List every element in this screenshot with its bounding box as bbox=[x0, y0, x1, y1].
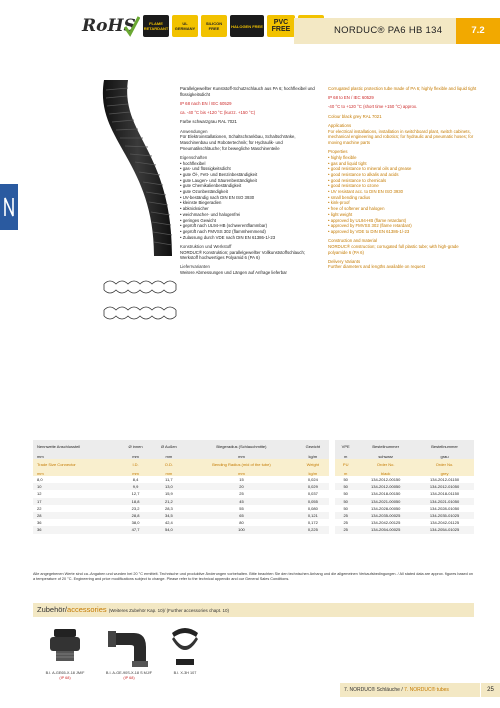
table-header-cell: Bestellnummer bbox=[415, 440, 474, 453]
property-item: • gas- und flüssigkeitsdicht bbox=[180, 166, 320, 172]
table-cell: 55 bbox=[186, 505, 296, 512]
property-item: • approved by VDE to DIN EN 61386-1/-23 bbox=[328, 229, 478, 235]
property-item: • highly flexible bbox=[328, 155, 478, 161]
table-cell: 47,7 bbox=[120, 526, 152, 533]
table-cell: 11,7 bbox=[151, 476, 186, 483]
accessories-note: (Weiteres Zubehör Kap. 10)/ (Further accessories chapt. 10) bbox=[108, 608, 229, 613]
property-item: • approved by UL94-HB (flame retardant) bbox=[328, 218, 478, 224]
specification-table bbox=[33, 440, 474, 534]
table-cell: 134-2042-01125 bbox=[415, 519, 474, 526]
property-item: • gute Ozonbeständigkeit bbox=[180, 189, 320, 195]
property-item: • kink-proof bbox=[328, 200, 478, 206]
table-cell: 42,4 bbox=[151, 519, 186, 526]
table-unit-cell: m bbox=[335, 470, 356, 476]
table-unit-cell: mm bbox=[186, 470, 296, 476]
property-item: • geprüft nach FMVSS 302 (flammhemmend) bbox=[180, 229, 320, 235]
accessory-ip: (IP 68) bbox=[123, 676, 135, 680]
product-tube-image bbox=[84, 80, 176, 256]
elbow-fitting-image bbox=[104, 625, 154, 669]
table-unit-cell: schwarz bbox=[356, 453, 415, 459]
property-item: • weichmacher- und halogenfrei bbox=[180, 212, 320, 218]
property-item: • abknicksicher bbox=[180, 206, 320, 212]
table-cell: 21,2 bbox=[151, 498, 186, 505]
table-cell: 50 bbox=[335, 498, 356, 505]
ip-rating-en: IP 68 to EN / IEC 60529 bbox=[328, 95, 374, 101]
table-cell: 134-2028-01050 bbox=[415, 505, 474, 512]
property-item: • UV resistant acc. to DIN EN ISO 3930 bbox=[328, 189, 478, 195]
table-cell: 36 bbox=[33, 526, 120, 533]
table-cell: 28,3 bbox=[151, 505, 186, 512]
delivery-en: Further diameters and lengths available on request bbox=[328, 264, 425, 270]
construction-heading-en: Construction and material bbox=[328, 238, 377, 244]
table-header-cell: Bestellnummer bbox=[356, 440, 415, 453]
table-unit-cell: kg/m bbox=[297, 453, 330, 459]
pvc-free-badge bbox=[267, 15, 295, 37]
table-cell: 28,8 bbox=[120, 512, 152, 519]
accessory-ip: (IP 68) bbox=[59, 676, 71, 680]
table-row bbox=[33, 498, 474, 505]
table-cell: 12 bbox=[33, 490, 120, 497]
table-cell: 10 bbox=[33, 483, 120, 490]
accessory-code: B.I. X-3H 107 bbox=[173, 671, 197, 675]
accessory-code: B.I. A-GE-90S-X-18 S MJ/F bbox=[105, 671, 153, 675]
property-item: • geringes Gewicht bbox=[180, 218, 320, 224]
table-cell: 0,121 bbox=[297, 512, 330, 519]
table-header-row-en bbox=[33, 459, 474, 470]
table-header-cell: Nennweite Anschlussteil bbox=[33, 440, 120, 453]
table-header-row-de bbox=[33, 440, 474, 453]
flame-retardant-label: FLAME RETARDANT bbox=[143, 21, 169, 31]
page-footer bbox=[340, 683, 500, 697]
table-header-cell: Ø innen bbox=[120, 440, 152, 453]
table-cell: 0,055 bbox=[297, 498, 330, 505]
table-cell: 50 bbox=[335, 476, 356, 483]
rohs-logo bbox=[82, 15, 140, 37]
property-item: • gute Laugen- und Säurenbeständigkeit bbox=[180, 178, 320, 184]
flame-retardant-badge bbox=[143, 15, 169, 37]
check-icon bbox=[124, 15, 140, 37]
property-item: • good resistance to ozone bbox=[328, 183, 478, 189]
table-header-cell: O.D. bbox=[151, 459, 186, 470]
table-cell: 0,037 bbox=[297, 490, 330, 497]
table-unit-cell: mm bbox=[151, 453, 186, 459]
silicon-free-label: SILICON FREE bbox=[205, 21, 223, 31]
table-cell: 50 bbox=[335, 505, 356, 512]
delivery-heading-en: Delivery Variants bbox=[328, 258, 361, 264]
table-unit-cell: kg/m bbox=[297, 470, 330, 476]
table-cell: 134-2054-01025 bbox=[415, 526, 474, 533]
color-en: Colour black grey RAL 7021 bbox=[328, 113, 382, 119]
table-header-cell: Trade Size Connector bbox=[33, 459, 120, 470]
delivery-heading-de: Lieferrvarianten bbox=[180, 264, 210, 270]
table-row bbox=[33, 512, 474, 519]
page-number: 25 bbox=[480, 683, 500, 697]
table-cell: 134-2012-01150 bbox=[415, 476, 474, 483]
table-cell: 0,029 bbox=[297, 483, 330, 490]
table-cell: 36 bbox=[33, 519, 120, 526]
applications-heading-en: Applications bbox=[328, 122, 352, 128]
property-item: • gute Chemikalienbeständigkeit bbox=[180, 183, 320, 189]
table-cell: 23,2 bbox=[120, 505, 152, 512]
table-cell: 80 bbox=[186, 519, 296, 526]
table-unit-cell: grey bbox=[415, 470, 474, 476]
table-cell: 9,9 bbox=[120, 483, 152, 490]
construction-heading-de: Konstruktion und Werkstoff bbox=[180, 243, 232, 249]
accessories-bar bbox=[33, 603, 474, 617]
table-cell: 134-2021-01050 bbox=[415, 498, 474, 505]
table-cell: 15 bbox=[186, 476, 296, 483]
property-item: • kleinste Biegeradien bbox=[180, 200, 320, 206]
property-item: • good resistance to alkalis and acids bbox=[328, 172, 478, 178]
accessories-title-en: accessories bbox=[67, 605, 107, 614]
footer-text: 7. NORDUC® Schläuche / 7. NORDUC® tubes bbox=[344, 687, 449, 693]
table-unit-cell: mm bbox=[33, 453, 120, 459]
accessory-code: B.I. A-GE65-X-18 JM/F bbox=[45, 671, 85, 675]
table-unit-cell: mm bbox=[186, 453, 296, 459]
table-cell: 38,0 bbox=[120, 519, 152, 526]
intro-de: Parallelgewellter Kunststoff-Schutzschlauch aus PA 6; hochflexibel und flüssigkeitsdicht bbox=[180, 86, 315, 97]
color-de: Farbe schwarzgrau RAL 7021 bbox=[180, 119, 237, 125]
intro-en: Corrugated plastic protection tube made of PA 6; highly flexible and liquid tight bbox=[328, 86, 477, 91]
table-cell: 25 bbox=[335, 526, 356, 533]
table-cell: 0,080 bbox=[297, 505, 330, 512]
footer-text-en: 7. NORDUC® tubes bbox=[404, 687, 449, 693]
table-header-cell: Bending Radius (mid of the tube) bbox=[186, 459, 296, 470]
table-row bbox=[33, 526, 474, 533]
table-cell: 8,0 bbox=[33, 476, 120, 483]
temperature-de: ca. -40 °C bis +120 °C (kurzz. +150 °C) bbox=[180, 110, 256, 116]
table-cell: 8,4 bbox=[120, 476, 152, 483]
property-item: • geprüft nach UL94-HB (schwerentflammbar) bbox=[180, 223, 320, 229]
properties-list-en bbox=[328, 155, 478, 235]
table-row bbox=[33, 483, 474, 490]
table-row bbox=[33, 476, 474, 483]
table-cell: 13,0 bbox=[151, 483, 186, 490]
table-header-cell: VPE bbox=[335, 440, 356, 453]
table-cell: 17 bbox=[33, 498, 120, 505]
accessory-label bbox=[155, 671, 215, 676]
title-bar bbox=[294, 18, 500, 44]
chapter-number: 7.2 bbox=[456, 18, 500, 44]
table-cell: 0,225 bbox=[297, 526, 330, 533]
property-item: • approved by FMVSS 302 (flame retardant) bbox=[328, 223, 478, 229]
halogen-free-label: HALOGEN FREE bbox=[231, 23, 263, 29]
table-header-cell: I.D. bbox=[120, 459, 152, 470]
accessory-label bbox=[99, 671, 159, 681]
table-cell: 25 bbox=[335, 512, 356, 519]
table-unit-cell: grau bbox=[415, 453, 474, 459]
property-item: • good resistance to mineral oils and grease bbox=[328, 166, 478, 172]
table-header-cell: Gewicht bbox=[297, 440, 330, 453]
property-item: • light weight bbox=[328, 212, 478, 218]
property-item: • free of softener and halogen bbox=[328, 206, 478, 212]
construction-en: NORDUC® construction; corrugated full plastic tube; with high-grade polyamide 6 (PA 6) bbox=[328, 243, 459, 255]
mounting-clip-image bbox=[160, 625, 210, 669]
table-cell: 134-2035-00025 bbox=[356, 512, 415, 519]
ul-badge bbox=[172, 15, 198, 37]
properties-heading-en: Properties bbox=[328, 149, 348, 155]
property-item: • small bending radius bbox=[328, 195, 478, 201]
table-cell: 0,172 bbox=[297, 519, 330, 526]
straight-fitting-image bbox=[40, 625, 90, 669]
temperature-en: -40 °C to +120 °C (short time +150 °C) approx. bbox=[328, 104, 418, 110]
table-unit-cell: m bbox=[335, 453, 356, 459]
table-cell: 134-2021-00050 bbox=[356, 498, 415, 505]
properties-list-de bbox=[180, 161, 320, 241]
silicon-free-badge bbox=[201, 15, 227, 37]
property-item: • gas and liquid tight bbox=[328, 161, 478, 167]
table-header-cell: Weight bbox=[297, 459, 330, 470]
page-header bbox=[0, 0, 500, 60]
table-unit-cell: black bbox=[356, 470, 415, 476]
page-title: NORDUC® PA6 HB 134 bbox=[334, 25, 443, 36]
applications-heading-de: Anwendungen bbox=[180, 128, 208, 134]
table-row bbox=[33, 490, 474, 497]
table-cell: 25 bbox=[335, 519, 356, 526]
rohs-label: RoHS bbox=[82, 16, 136, 36]
table-cell: 50 bbox=[335, 490, 356, 497]
table-unit-cell: mm bbox=[120, 453, 152, 459]
property-item: • hochflexibel bbox=[180, 161, 320, 167]
table-cell: 134-2012-00150 bbox=[356, 476, 415, 483]
footnote: Alle angegebenen Werte sind ca.-Angaben und wurden bei 20 °C ermittelt. Technische und produktive Änderungen vorbehalten. Bitte beachten Sie den technischen Anhang und die allgemeinen Verkaufsbedingungen. / All stated data are approx. figures based on a temperature of 20 °C. Engineering and price modifications subject to change. Please refer to the technical appendix and our General Sales Conditions. bbox=[33, 572, 474, 581]
table-cell: 18,8 bbox=[120, 498, 152, 505]
table-header-cell: Biegeradius (Schlauchmitte) bbox=[186, 440, 296, 453]
certification-logos bbox=[82, 14, 324, 38]
table-cell: 65 bbox=[186, 512, 296, 519]
table-cell: 134-2018-00150 bbox=[356, 490, 415, 497]
table-cell: 34,5 bbox=[151, 512, 186, 519]
table-cell: 28 bbox=[33, 512, 120, 519]
property-item: • gute Öl-, Fett- und Benzinbeständigkeit bbox=[180, 172, 320, 178]
property-item: • good resistance to chemicals bbox=[328, 178, 478, 184]
table-cell: 20 bbox=[186, 483, 296, 490]
table-cell: 134-2042-00125 bbox=[356, 519, 415, 526]
table-cell: 54,0 bbox=[151, 526, 186, 533]
table-cell: 134-2018-01150 bbox=[415, 490, 474, 497]
table-cell: 134-2028-00050 bbox=[356, 505, 415, 512]
corrugation-profile-drawing bbox=[100, 260, 182, 344]
table-cell: 45 bbox=[186, 498, 296, 505]
german-description bbox=[180, 86, 320, 279]
applications-en: For electrical installations, installation in switchboard plant, switch cabinets, mechanical engineering and robotics; for hydraulic and pneumatic hoses; for moving machine parts bbox=[328, 128, 474, 145]
delivery-de: Weitere Abmessungen und Längen auf Anfrage lieferbar bbox=[180, 270, 287, 276]
table-cell: 12,7 bbox=[120, 490, 152, 497]
property-item: • Zulassung durch VDE nach DIN EN 61386-1/-23 bbox=[180, 235, 320, 241]
table-cell: 134-2012-01050 bbox=[415, 483, 474, 490]
brand-logo-icon bbox=[3, 192, 15, 222]
table-row bbox=[33, 505, 474, 512]
accessories-title bbox=[37, 603, 229, 618]
table-unit-cell: mm bbox=[33, 470, 120, 476]
table-header-cell: Order No. bbox=[356, 459, 415, 470]
english-description bbox=[328, 86, 478, 274]
table-cell: 15,9 bbox=[151, 490, 186, 497]
property-item: • UV-beständig nach DIN EN ISO 3930 bbox=[180, 195, 320, 201]
accessory-label bbox=[35, 671, 95, 681]
halogen-free-badge bbox=[230, 15, 264, 37]
footer-text-de: 7. NORDUC® Schläuche bbox=[344, 687, 400, 693]
table-cell: 50 bbox=[335, 483, 356, 490]
table-cell: 0,024 bbox=[297, 476, 330, 483]
table-cell: 134-2012-00050 bbox=[356, 483, 415, 490]
table-cell: 134-2054-00025 bbox=[356, 526, 415, 533]
applications-de: Für Elektroinstallationen, Schaltschrankbau, Schaltschränke, Maschinenbau und Robotertechnik; für Hydraulik- und Pneumatikschläuche; für bewegliche Maschinenteile bbox=[180, 134, 296, 151]
table-cell: 25 bbox=[186, 490, 296, 497]
pvc-free-label: PVC FREE bbox=[271, 19, 291, 33]
ip-rating-de: IP 68 nach EN / IEC 60529 bbox=[180, 100, 232, 106]
table-unit-cell: mm bbox=[151, 470, 186, 476]
accessories-title-de: Zubehör/ bbox=[37, 605, 68, 614]
table-header-cell: Order No. bbox=[415, 459, 474, 470]
brand-sidebar-tab bbox=[0, 184, 18, 230]
table-header-cell: Ø Außen bbox=[151, 440, 186, 453]
ul-label: UL GERMANY bbox=[174, 21, 196, 31]
table-cell: 100 bbox=[186, 526, 296, 533]
table-unit-cell: mm bbox=[120, 470, 152, 476]
table-row bbox=[33, 519, 474, 526]
table-cell: 22 bbox=[33, 505, 120, 512]
table-cell: 134-2035-01025 bbox=[415, 512, 474, 519]
table-header-cell: PU bbox=[335, 459, 356, 470]
construction-de: NORDUC® Konstruktion; parallelgewellter Vollkunststoffschlauch; Werkstoff hochwertiges Polyamid 6 (PA 6) bbox=[180, 249, 306, 261]
properties-heading-de: Eigenschaften bbox=[180, 154, 208, 160]
